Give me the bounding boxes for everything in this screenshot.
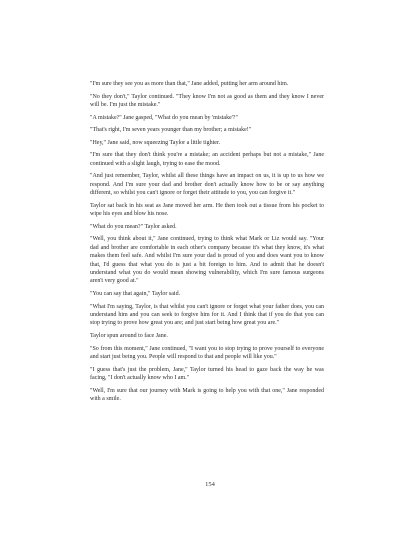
page-number: 154 [205,481,215,488]
paragraph-1: "I'm sure they see you as more than that," Jane added, putting her arm around him. [90,81,289,87]
paragraph-10: "Well, you think about it," Jane continued, trying to think what Mark or Liz would say. "Your dad and brother are comfortable in each other's company because it's what they know, it's what makes them feel safe. And whilst I'm sure your dad is proud of you and does want you to know that, I'd guess that what you do is just a bit foreign to him. And to admit that he doesn't understand what you do would mean showing vulnerability, which I'm sure famous surgeons aren't very good at." [90,236,324,285]
paragraph-8: Taylor sat back in his seat as Jane moved her arm. He then took out a tissue from his pocket to wipe his eyes and blow his nose. [90,202,324,218]
paragraph-5: "Hey," Jane said, now squeezing Taylor a little tighter. [90,139,221,146]
paragraph-14: "So from this moment," Jane continued, "I want you to stop trying to prove yourself to everyone and start just being you. People will respond to that and people will like you." [90,345,324,360]
paragraph-4: "That's right, I'm seven years younger than my brother; a mistake!" [90,127,252,134]
paragraph-6: "I'm sure that they don't think you're a mistake; an accident perhaps but not a mistake," Jane continued with a slight laugh, trying to ease the mood. [90,152,324,167]
paragraph-12: "What I'm saying, Taylor, is that whilst you can't ignore or forget what your father does, you can understand him and you can seek to forgive him for it. And I think that if you do that you can stop trying to prove how great you are; and just start being how great you are." [90,303,324,327]
paragraph-2: "No they don't," Taylor continued. "They know I'm not as good as them and they know I never will be. I'm just the mistake." [90,93,324,108]
paragraph-11: "You can say that again," Taylor said. [90,291,181,297]
body-text [90,80,324,408]
paragraph-9: "What do you mean?" Taylor asked. [90,223,177,230]
paragraph-15: "I guess that's just the problem, Jane," Taylor turned his head to gaze back the way he was facing, "I don't actually know who I am." [90,366,324,381]
paragraph-3: "A mistake?" Jane gasped, "What do you mean by 'mistake'?" [90,114,238,121]
paragraph-7: "And just remember, Taylor, whilst all these things have an impact on us, it is up to us how we respond. And I'm sure your dad and brother don't actually know how to be or say anything different, so whilst you can't ignore or forget their attitude to you, you can forgive it." [90,173,324,197]
paragraph-13: Taylor spun around to face Jane. [90,333,168,339]
paragraph-16: "Well, I'm sure that our journey with Mark is going to help you with that one," Jane responded with a smile. [90,387,324,402]
